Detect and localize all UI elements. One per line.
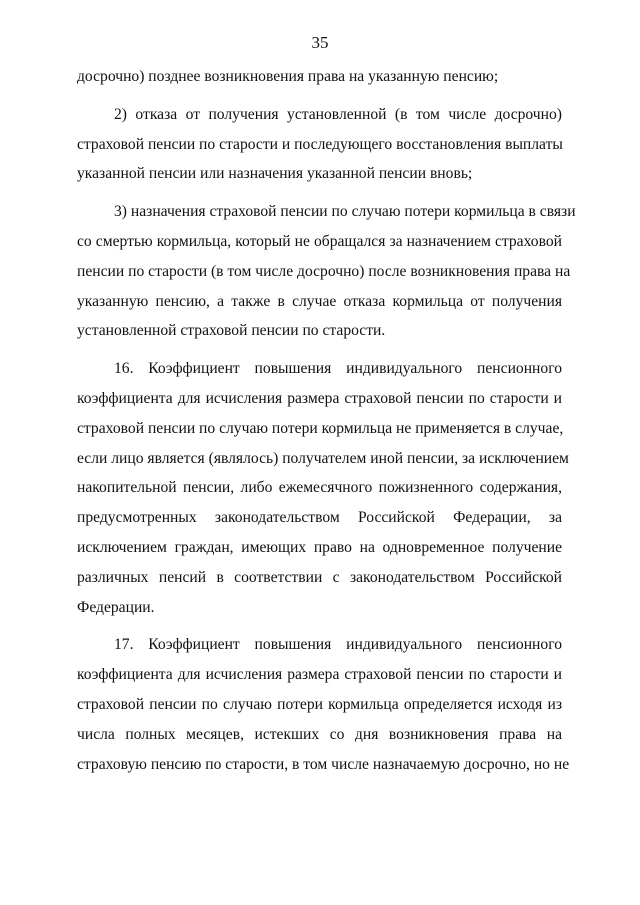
text-line: 17. Коэффициент повышения индивидуального пенсионного — [114, 636, 562, 654]
text-line: страховой пенсии по старости и последующего восстановления выплаты — [77, 135, 563, 153]
text-line: 3) назначения страховой пенсии по случаю потери кормильца в связи — [114, 203, 576, 221]
paragraph-item-3 — [77, 197, 576, 346]
text-line: пенсии по старости (в том числе досрочно) после возникновения права на — [77, 262, 571, 280]
paragraph-clause-16 — [77, 354, 569, 622]
text-line: различных пенсий в соответствии с законодательством Российской — [77, 568, 562, 586]
text-line: предусмотренных законодательством Российской Федерации, за — [77, 509, 562, 527]
text-line: страховой пенсии по случаю потери кормильца определяется исходя из — [77, 695, 562, 713]
text-line: если лицо является (являлось) получателем иной пенсии, за исключением — [77, 449, 569, 467]
text-line: установленной страховой пенсии по старости. — [77, 322, 386, 340]
text-line: досрочно) позднее возникновения права на указанную пенсию; — [77, 68, 499, 85]
paragraph-item-2 — [77, 100, 562, 189]
text-line: коэффициента для исчисления размера страховой пенсии по старости и — [77, 389, 562, 407]
text-line: со смертью кормильца, который не обращался за назначением страховой — [77, 232, 562, 250]
text-line: Федерации. — [77, 598, 155, 616]
document-body — [77, 62, 576, 779]
paragraph-continuation — [77, 62, 562, 92]
text-line: страховой пенсии по случаю потери кормильца не применяется в случае, — [77, 419, 564, 437]
text-line: числа полных месяцев, истекших со дня возникновения права на — [77, 725, 562, 743]
text-line: исключением граждан, имеющих право на одновременное получение — [77, 538, 562, 556]
text-line: 2) отказа от получения установленной (в том числе досрочно) — [114, 105, 562, 123]
paragraph-clause-17 — [77, 630, 570, 779]
text-line: коэффициента для исчисления размера страховой пенсии по старости и — [77, 666, 562, 684]
text-line: страховую пенсию по старости, в том числе назначаемую досрочно, но не — [77, 755, 570, 773]
text-line: указанной пенсии или назначения указанной пенсии вновь; — [77, 165, 473, 183]
text-line: накопительной пенсии, либо ежемесячного пожизненного содержания, — [77, 479, 562, 497]
page-number: 35 — [311, 33, 329, 52]
text-line: 16. Коэффициент повышения индивидуального пенсионного — [114, 360, 562, 378]
text-line: указанную пенсию, а также в случае отказа кормильца от получения — [77, 292, 562, 310]
